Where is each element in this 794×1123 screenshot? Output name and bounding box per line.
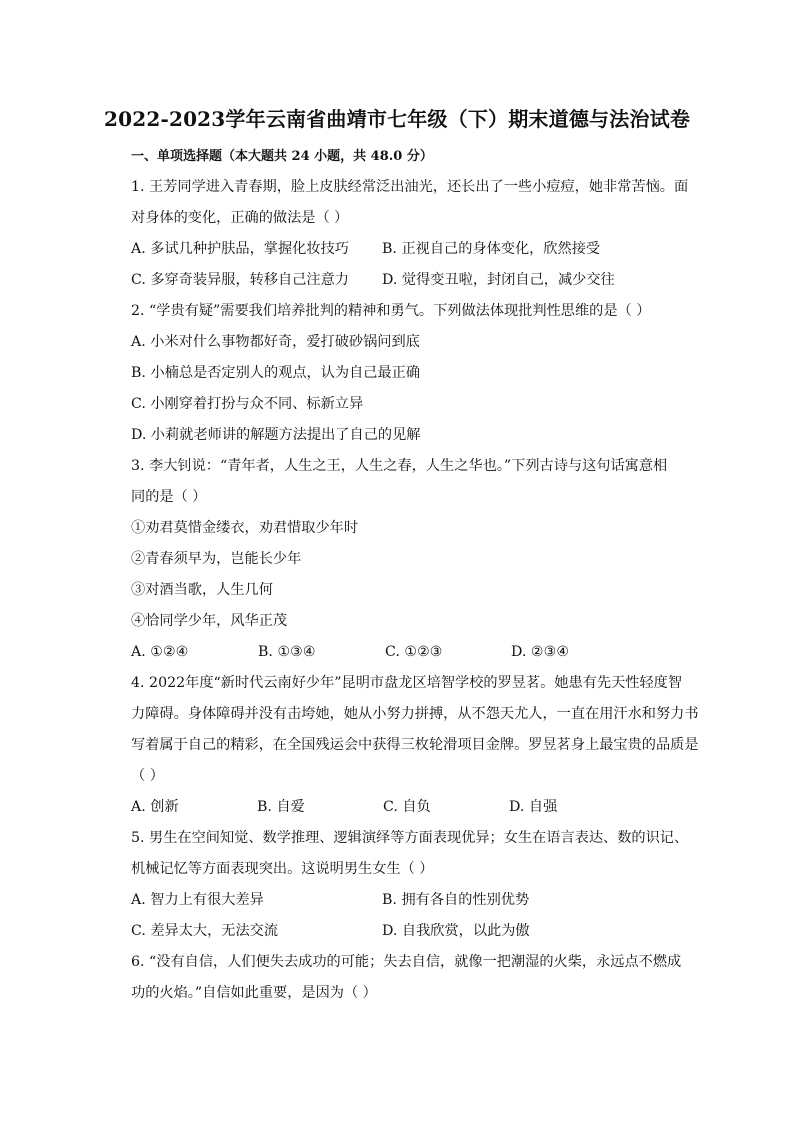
question-stem-line: 2. “学贵有疑”需要我们培养批判的精神和勇气。下列做法体现批判性思维的是（ ） — [131, 303, 651, 319]
poem-item: ④恰同学少年，风华正茂 — [131, 613, 288, 629]
option-a[interactable]: A. 多试几种护肤品，掌握化妆技巧 — [131, 241, 349, 257]
option-d[interactable]: D. 觉得变丑啦，封闭自己，减少交往 — [382, 272, 615, 288]
question-stem-line: 写着属于自己的精彩，在全国残运会中获得三枚轮滑项目金牌。罗昱茗身上最宝贵的品质是 — [131, 737, 699, 753]
question-6 — [131, 947, 691, 1009]
question-stem-line: 1. 王芳同学进入青春期，脸上皮肤经常泛出油光，还长出了一些小痘痘，她非常苦恼。面 — [131, 179, 689, 195]
question-list — [131, 172, 699, 1009]
section-heading: 一、单项选择题（本大题共 24 小题，共 48.0 分） — [131, 149, 433, 164]
poem-item: ③对酒当歌，人生几何 — [131, 582, 273, 598]
question-stem-line: 6. “没有自信，人们便失去成功的可能；失去自信，就像一把潮湿的火柴，永远点不燃成 — [131, 954, 682, 970]
question-2 — [131, 296, 691, 451]
option-d[interactable]: D. 自我欣赏，以此为傲 — [382, 923, 530, 939]
option-b[interactable]: B. 正视自己的身体变化，欣然接受 — [382, 241, 601, 257]
question-stem-line: 3. 李大钊说：“青年者，人生之王，人生之春，人生之华也。”下列古诗与这句话寓意相 — [131, 458, 668, 474]
option-a[interactable]: A. 小米对什么事物都好奇，爱打破砂锅问到底 — [131, 334, 420, 350]
option-b[interactable]: B. 自爱 — [257, 799, 305, 815]
option-c[interactable]: C. ①②③ — [385, 644, 443, 660]
option-b[interactable]: B. ①③④ — [258, 644, 316, 660]
poem-item: ②青春须早为，岂能长少年 — [131, 551, 302, 567]
question-stem-line: （ ） — [131, 768, 164, 784]
option-c[interactable]: C. 自负 — [383, 799, 431, 815]
option-row — [131, 265, 691, 296]
option-row — [131, 885, 691, 916]
option-d[interactable]: D. 小莉就老师讲的解题方法提出了自己的见解 — [131, 427, 421, 443]
question-stem-line: 同的是（ ） — [131, 489, 207, 505]
option-row — [131, 916, 691, 947]
question-stem-line: 5. 男生在空间知觉、数学推理、逻辑演绎等方面表现优异；女生在语言表达、数的识记、 — [131, 830, 689, 846]
question-stem-line: 机械记忆等方面表现突出。这说明男生女生（ ） — [131, 861, 434, 877]
option-d[interactable]: D. 自强 — [509, 799, 558, 815]
option-c[interactable]: C. 差异太大，无法交流 — [131, 923, 279, 939]
question-5 — [131, 823, 691, 947]
option-a[interactable]: A. 创新 — [131, 799, 179, 815]
option-row — [131, 234, 691, 265]
question-stem-line: 功的火焰。”自信如此重要，是因为（ ） — [131, 985, 377, 1001]
question-stem-line: 对身体的变化，正确的做法是（ ） — [131, 210, 349, 226]
question-1 — [131, 172, 691, 296]
option-b[interactable]: B. 拥有各自的性别优势 — [382, 892, 530, 908]
option-row — [131, 792, 691, 823]
question-3 — [131, 451, 691, 668]
option-row — [131, 637, 691, 668]
poem-item: ①劝君莫惜金缕衣，劝君惜取少年时 — [131, 520, 359, 536]
option-d[interactable]: D. ②③④ — [511, 644, 570, 660]
option-a[interactable]: A. ①②④ — [131, 644, 189, 660]
question-4 — [131, 668, 699, 823]
option-c[interactable]: C. 小刚穿着打扮与众不同、标新立异 — [131, 396, 364, 412]
option-a[interactable]: A. 智力上有很大差异 — [131, 892, 264, 908]
question-stem-line: 力障碍。身体障碍并没有击垮她，她从小努力拼搏，从不怨天尤人，一直在用汗水和努力书 — [131, 706, 699, 722]
option-b[interactable]: B. 小楠总是否定别人的观点，认为自己最正确 — [131, 365, 421, 381]
page-title: 2022-2023学年云南省曲靖市七年级（下）期末道德与法治试卷 — [103, 107, 691, 131]
question-stem-line: 4. 2022年度“新时代云南好少年”昆明市盘龙区培智学校的罗昱茗。她患有先天性轻度智 — [131, 675, 683, 691]
option-c[interactable]: C. 多穿奇装异服，转移自己注意力 — [131, 272, 349, 288]
